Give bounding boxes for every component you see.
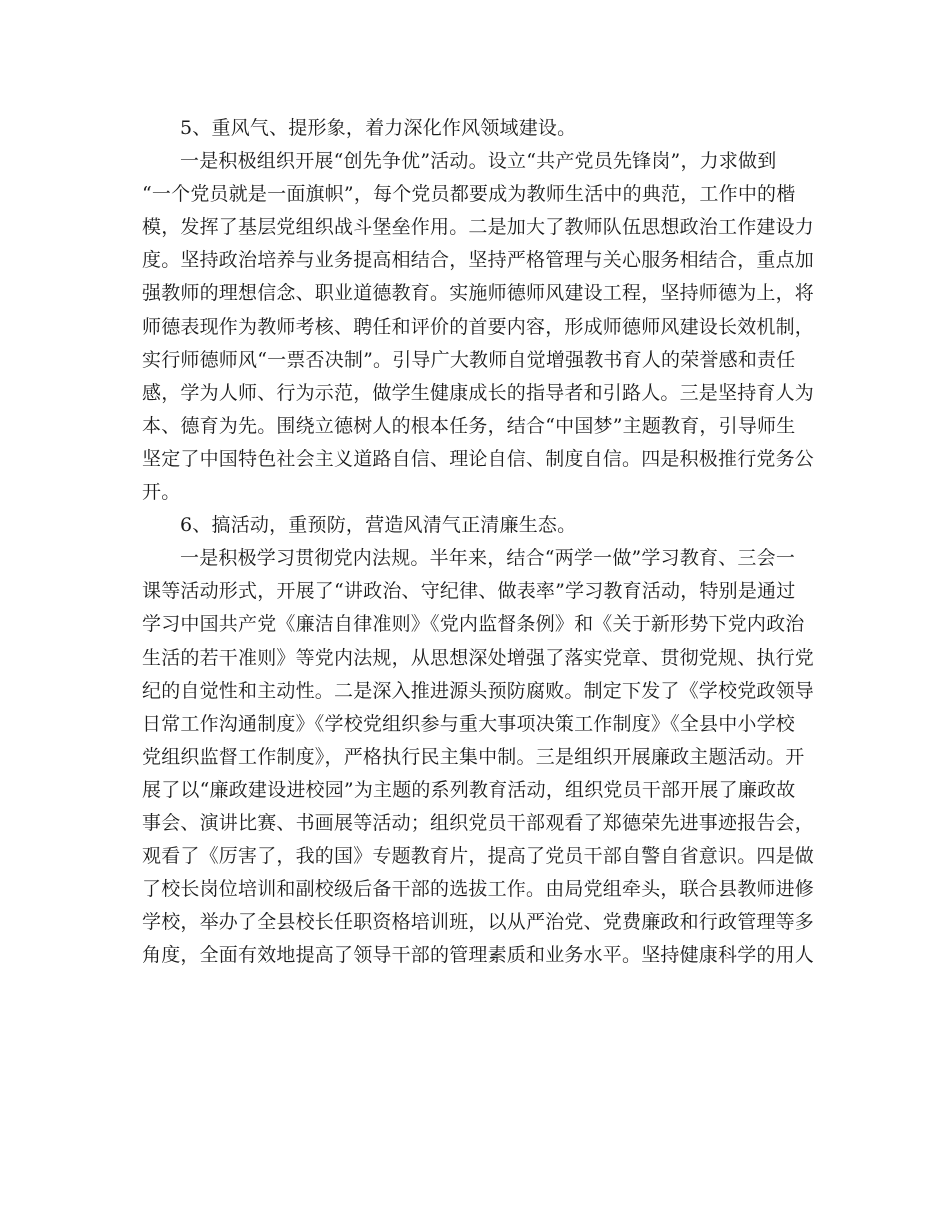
paragraph-line: 纪的自觉性和主动性。二是深入推进源头预防腐败。制定下发了《学校党政领导 (142, 679, 815, 702)
paragraph-line: “一个党员就是一面旗帜”，每个党员都要成为教师生活中的典范，工作中的楷 (142, 183, 796, 206)
paragraph-line: 了校长岗位培训和副校级后备干部的选拔工作。由局党组牵头，联合县教师进修 (142, 878, 815, 901)
paragraph-line: 课等活动形式，开展了“讲政治、守纪律、做表率”学习教育活动，特别是通过 (142, 580, 796, 603)
paragraph-line: 党组织监督工作制度》，严格执行民主集中制。三是组织开展廉政主题活动。开 (142, 745, 805, 768)
paragraph-line: 学校，举办了全县校长任职资格培训班，以从严治党、党费廉政和行政管理等多 (142, 911, 815, 934)
paragraph-line: 日常工作沟通制度》《学校党组织参与重大事项决策工作制度》《全县中小学校 (142, 712, 796, 735)
paragraph-line: 开。 (142, 481, 181, 504)
paragraph-line: 展了以“廉政建设进校园”为主题的系列教育活动，组织党员干部开展了廉政故 (142, 778, 796, 801)
document-body (142, 112, 815, 972)
paragraph-line: 学习中国共产党《廉洁自律准则》《党内监督条例》和《关于新形势下党内政治 (142, 613, 805, 636)
paragraph-line: 事会、演讲比赛、书画展等活动；组织党员干部观看了郑德荣先进事迹报告会， (142, 811, 815, 834)
paragraph-line: 观看了《厉害了，我的国》专题教育片，提高了党员干部自警自省意识。四是做 (142, 845, 815, 868)
paragraph-line: 生活的若干准则》等党内法规，从思想深处增强了落实党章、贯彻党规、执行党 (142, 646, 815, 669)
paragraph-line: 师德表现作为教师考核、聘任和评价的首要内容，形成师德师风建设长效机制， (142, 315, 815, 338)
section-6-heading: 6、搞活动，重预防，营造风清气正清廉生态。 (180, 514, 577, 537)
paragraph-line: 坚定了中国特色社会主义道路自信、理论自信、制度自信。四是积极推行党务公 (142, 447, 815, 470)
paragraph-line: 本、德育为先。围绕立德树人的根本任务，结合“中国梦”主题教育，引导师生 (142, 414, 796, 437)
paragraph-line: 角度，全面有效地提高了领导干部的管理素质和业务水平。坚持健康科学的用人 (142, 944, 815, 967)
paragraph-line: 度。坚持政治培养与业务提高相结合，坚持严格管理与关心服务相结合，重点加 (142, 249, 815, 272)
paragraph-line: 感，学为人师、行为示范，做学生健康成长的指导者和引路人。三是坚持育人为 (142, 381, 815, 404)
section-5-heading: 5、重风气、提形象，着力深化作风领域建设。 (180, 117, 577, 139)
paragraph-line: 一是积极学习贯彻党内法规。半年来，结合“两学一做”学习教育、三会一 (180, 547, 796, 570)
paragraph-line: 实行师德师风“一票否决制”。引导广大教师自觉增强教书育人的荣誉感和责任 (142, 348, 796, 371)
paragraph-line: 一是积极组织开展“创先争优”活动。设立“共产党员先锋岗”，力求做到 (180, 150, 777, 173)
paragraph-line: 模，发挥了基层党组织战斗堡垒作用。二是加大了教师队伍思想政治工作建设力 (142, 216, 815, 239)
paragraph-line: 强教师的理想信念、职业道德教育。实施师德师风建设工程，坚持师德为上，将 (142, 282, 815, 305)
